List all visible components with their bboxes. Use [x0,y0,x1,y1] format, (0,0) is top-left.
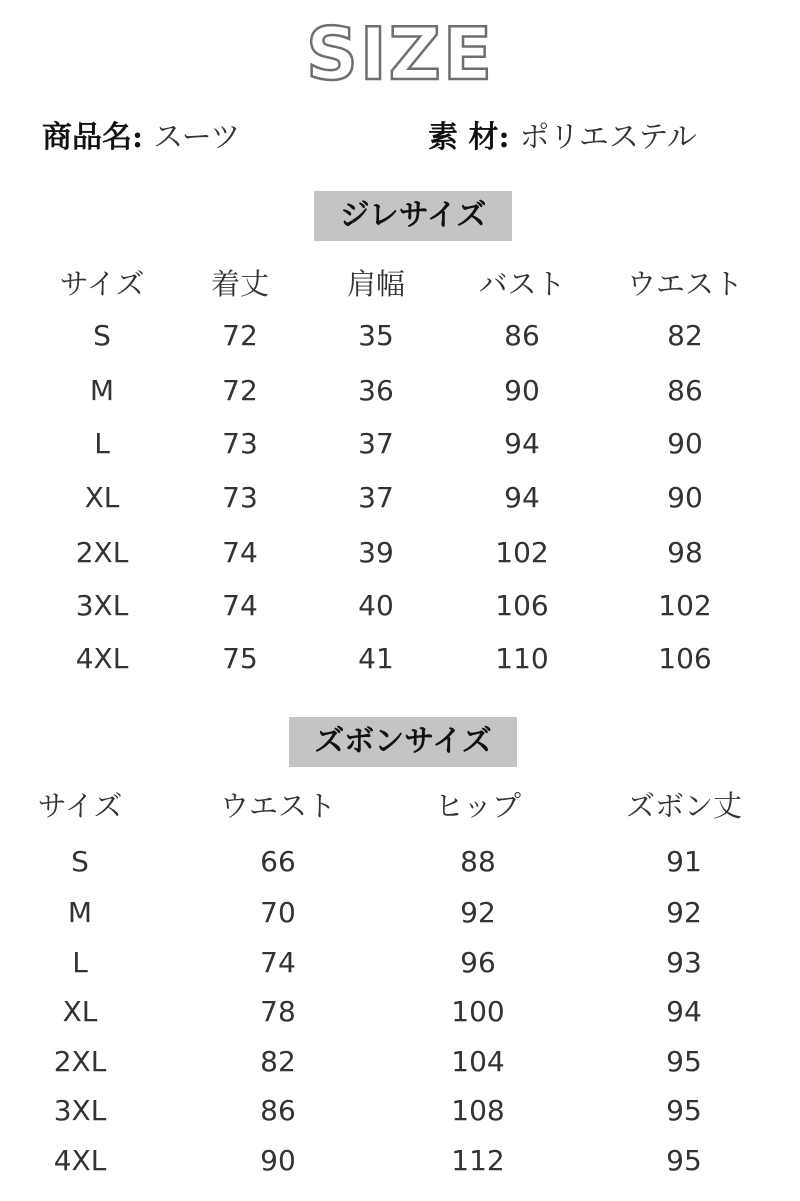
vest-size-cell: L [94,427,110,460]
vest-column-header: ウエスト [626,267,744,301]
pants-value-cell: 90 [260,1144,296,1177]
vest-value-cell: 75 [222,642,258,675]
pants-column-header: サイズ [37,789,123,823]
pants-value-cell: 70 [260,896,296,929]
vest-value-cell: 72 [222,319,258,352]
pants-size-cell: L [72,946,88,979]
vest-value-cell: 74 [222,589,258,622]
vest-value-cell: 86 [504,319,540,352]
vest-size-cell: 4XL [75,642,129,675]
pants-value-cell: 108 [451,1094,505,1127]
material-row [428,116,697,160]
vest-size-cell: M [89,374,115,407]
pants-value-cell: 95 [666,1094,702,1127]
vest-value-cell: 37 [358,481,394,514]
vest-value-cell: 90 [667,427,703,460]
vest-value-cell: 73 [222,481,258,514]
pants-value-cell: 92 [666,896,702,929]
vest-value-cell: 102 [495,536,549,569]
pants-value-cell: 96 [460,946,496,979]
vest-value-cell: 74 [222,536,258,569]
pants-value-cell: 86 [260,1094,296,1127]
pants-value-cell: 91 [666,845,702,878]
pants-value-cell: 94 [666,995,702,1028]
vest-value-cell: 90 [667,481,703,514]
pants-value-cell: 93 [666,946,702,979]
pants-column-header: ウエスト [219,789,337,823]
vest-value-cell: 106 [495,589,549,622]
pants-value-cell: 95 [666,1144,702,1177]
pants-size-cell: 4XL [53,1144,107,1177]
product-name-value: スーツ [153,120,241,155]
material-value: ポリエステル [519,120,697,155]
vest-size-cell: 3XL [75,589,129,622]
vest-column-header: サイズ [59,267,145,301]
pants-value-cell: 92 [460,896,496,929]
pants-size-cell: M [67,896,93,929]
pants-size-cell: XL [62,995,98,1028]
vest-value-cell: 94 [504,481,540,514]
vest-value-cell: 94 [504,427,540,460]
vest-value-cell: 35 [358,319,394,352]
vest-value-cell: 98 [667,536,703,569]
vest-value-cell: 102 [658,589,712,622]
pants-value-cell: 78 [260,995,296,1028]
pants-value-cell: 95 [666,1045,702,1078]
pants-value-cell: 88 [460,845,496,878]
pants-size-cell: 3XL [53,1094,107,1127]
pants-column-header: ヒップ [434,789,522,823]
vest-value-cell: 40 [358,589,394,622]
vest-value-cell: 106 [658,642,712,675]
vest-column-header: バスト [478,267,566,301]
vest-value-cell: 86 [667,374,703,407]
vest-value-cell: 90 [504,374,540,407]
vest-size-cell: XL [84,481,120,514]
pants-value-cell: 74 [260,946,296,979]
pants-value-cell: 104 [451,1045,505,1078]
vest-size-cell: 2XL [75,536,129,569]
pants-value-cell: 66 [260,845,296,878]
pants-size-cell: 2XL [53,1045,107,1078]
pants-column-header: ズボン丈 [625,789,743,823]
page-title: SIZE [305,12,495,96]
pants-size-heading: ズボンサイズ [289,717,517,767]
pants-size-cell: S [71,845,89,878]
material-label: 素 材: [428,120,510,155]
vest-value-cell: 39 [358,536,394,569]
vest-value-cell: 72 [222,374,258,407]
vest-size-heading: ジレサイズ [314,191,512,241]
vest-value-cell: 41 [358,642,394,675]
vest-column-header: 着丈 [210,267,270,301]
pants-value-cell: 112 [451,1144,505,1177]
pants-value-cell: 82 [260,1045,296,1078]
pants-value-cell: 100 [451,995,505,1028]
product-name-row [42,116,240,160]
vest-size-cell: S [93,319,111,352]
vest-value-cell: 110 [495,642,549,675]
vest-value-cell: 73 [222,427,258,460]
product-name-label: 商品名: [42,120,144,155]
vest-value-cell: 37 [358,427,394,460]
vest-value-cell: 82 [667,319,703,352]
vest-value-cell: 36 [358,374,394,407]
vest-column-header: 肩幅 [346,267,406,301]
